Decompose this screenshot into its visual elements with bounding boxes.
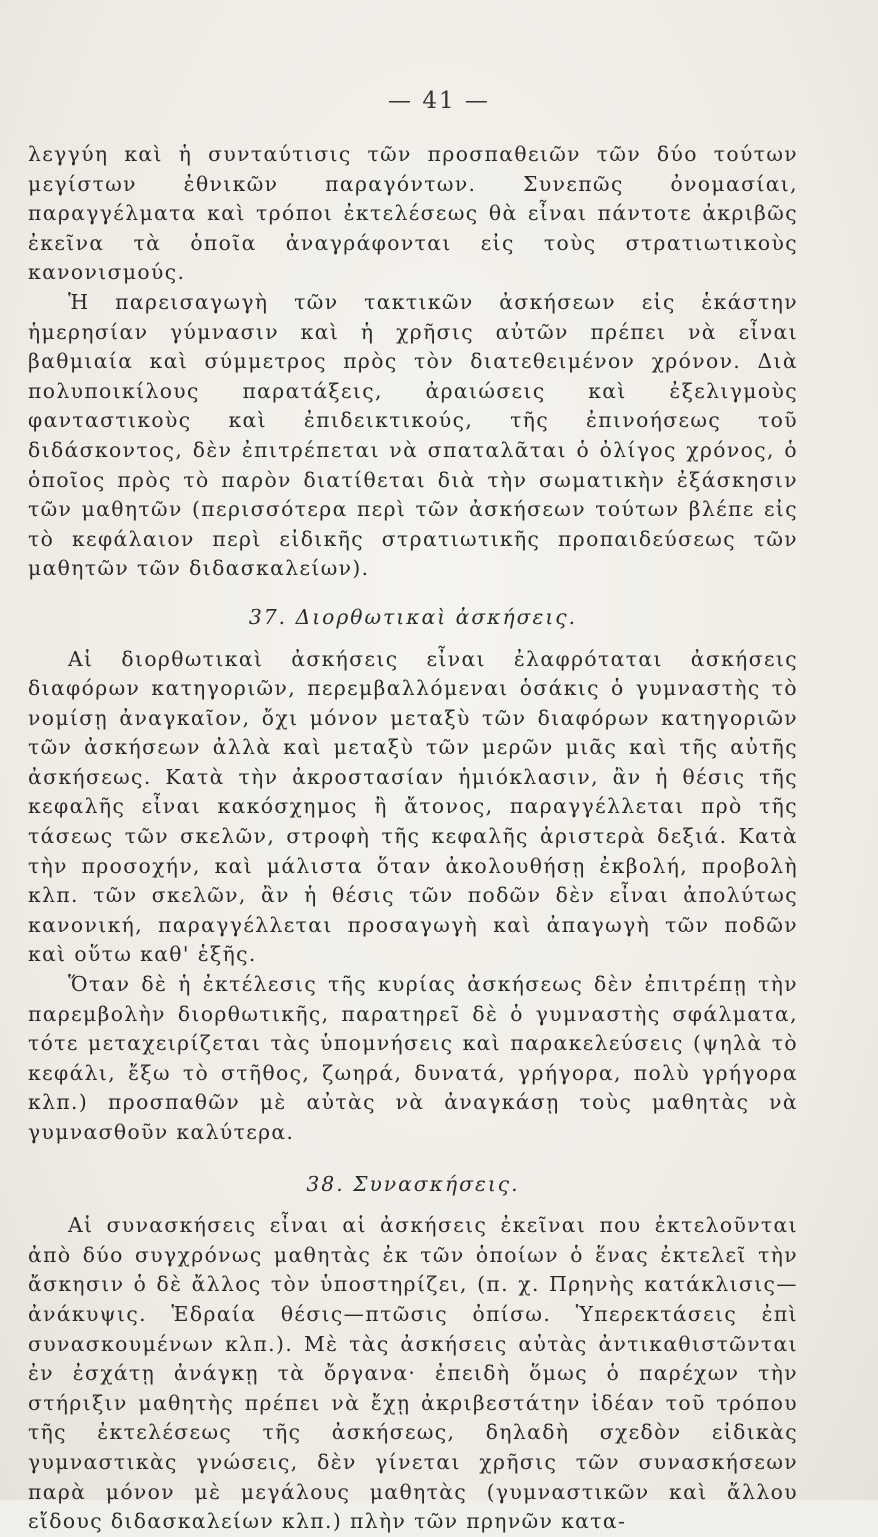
paragraph-reminders: Ὅταν δὲ ἡ ἐκτέλεσις τῆς κυρίας ἀσκήσεως δὲν ἐπιτρέπῃ τὴν παρεμβολὴν διορθωτικῆς, παρατηρεῖ δὲ ὁ γυμναστὴς σφάλματα, τότε μεταχειρίζεται τὰς ὑπομνήσεις καὶ παρακελεύσεις (ψηλὰ τὸ κεφάλι, ἔξω τὸ στῆθος, ζωηρά, δυνατά, γρήγορα, πολὺ γρήγορα κλπ.) προσπαθῶν μὲ αὐτὰς νὰ ἀναγκάσῃ τοὺς μαθητὰς νὰ γυμνασθοῦν καλύτερα. [28,972,798,1144]
section-heading-38: 38. Συνασκήσεις. [306,1171,520,1196]
section-heading-37: 37. Διορθωτικαὶ ἀσκήσεις. [248,604,578,629]
paragraph-corrective-exercises: Αἱ διορθωτικαὶ ἀσκήσεις εἶναι ἐλαφρόταται ἀσκήσεις διαφόρων κατηγοριῶν, περεμβαλλόμεναι ὁσάκις ὁ γυμναστὴς τὸ νομίσῃ ἀναγκαῖον, ὄχι μόνον μεταξὺ τῶν διαφόρων κατηγοριῶν τῶν ἀσκήσεων ἀλλὰ καὶ μεταξὺ τῶν μερῶν μιᾶς καὶ τῆς αὐτῆς ἀσκήσεως. Κατὰ τὴν ἀκροστασίαν ἡμιόκλασιν, ἂν ἡ θέσις τῆς κεφαλῆς εἶναι κακόσχημος ἢ ἄτονος, παραγγέλλεται πρὸ τῆς τάσεως τῶν σκελῶν, στροφὴ τῆς κεφαλῆς ἀριστερὰ δεξιά. Κατὰ τὴν προσοχήν, καὶ μάλιστα ὅταν ἀκολουθήσῃ ἐκβολή, προβολὴ κλπ. τῶν σκελῶν, ἂν ἡ θέσις τῶν ποδῶν δὲν εἶναι ἀπολύτως κανονική, παραγγέλλεται προσαγωγὴ καὶ ἀπαγωγὴ τῶν ποδῶν καὶ οὕτω καθ' ἑξῆς. [28,646,798,967]
paragraph-tactical-exercises: Ἡ παρεισαγωγὴ τῶν τακτικῶν ἀσκήσεων εἰς ἑκάστην ἡμερησίαν γύμνασιν καὶ ἡ χρῆσις αὐτῶν πρέπει νὰ εἶναι βαθμιαία καὶ σύμμετρος πρὸς τὸν διατεθειμένον χρόνον. Διὰ πολυποικίλους παρατάξεις, ἀραιώσεις καὶ ἐξελιγμοὺς φανταστικοὺς καὶ ἐπιδεικτικούς, τῆς ἐπινοήσεως τοῦ διδάσκοντος, δὲν ἐπιτρέπεται νὰ σπαταλᾶται ὁ ὀλίγος χρόνος, ὁ ὁποῖος πρὸς τὸ παρὸν διατίθεται διὰ τὴν σωματικὴν ἐξάσκησιν τῶν μαθητῶν (περισσότερα περὶ τῶν ἀσκήσεων τούτων βλέπε εἰς τὸ κεφάλαιον περὶ εἰδικῆς στρατιωτικῆς προπαιδεύσεως τῶν μαθητῶν τῶν διδασκαλείων). [28,289,798,581]
paragraph-continued: λεγγύη καὶ ἡ συνταύτισις τῶν προσπαθειῶν τῶν δύο τούτων μεγίστων ἐθνικῶν παραγόντων. Συνεπῶς ὀνομασίαι, παραγγέλματα καὶ τρόποι ἐκτελέσεως θὰ εἶναι πάντοτε ἀκριβῶς ἐκεῖνα τὰ ὁποῖα ἀναγράφονται εἰς τοὺς στρατιωτικοὺς κανονισμούς. [28,142,798,285]
body-text [28,140,798,1537]
paragraph-partner-exercises: Αἱ συνασκήσεις εἶναι αἱ ἀσκήσεις ἐκεῖναι που ἐκτελοῦνται ἀπὸ δύο συγχρόνως μαθητὰς ἐκ τῶν ὁποίων ὁ ἕνας ἐκτελεῖ τὴν ἄσκησιν ὁ δὲ ἄλλος τὸν ὑποστηρίζει, (π. χ. Πρηνὴς κατάκλισις—ἀνάκυψις. Ἑδραία θέσις—πτῶσις ὀπίσω. Ὑπερεκτάσεις ἐπὶ συνασκουμένων κλπ.). Μὲ τὰς ἀσκήσεις αὐτὰς ἀντικαθιστῶνται ἐν ἐσχάτῃ ἀνάγκῃ τὰ ὄργανα· ἐπειδὴ ὅμως ὁ παρέχων τὴν στήριξιν μαθητὴς πρέπει νὰ ἔχῃ ἀκριβεστάτην ἰδέαν τοῦ τρόπου τῆς ἐκτελέσεως τῆς ἀσκήσεως, δηλαδὴ σχεδὸν εἰδικὰς γυμναστικὰς γνώσεις, δὲν γίνεται χρῆσις τῶν συνασκήσεων παρὰ μόνον μὲ μεγάλους μαθητὰς (γυμναστικῶν καὶ ἄλλου εἴδους διδασκαλείων κλπ.) πλὴν τῶν πρηνῶν κατα- [28,1213,798,1534]
page-number: — 41 — [388,88,490,114]
